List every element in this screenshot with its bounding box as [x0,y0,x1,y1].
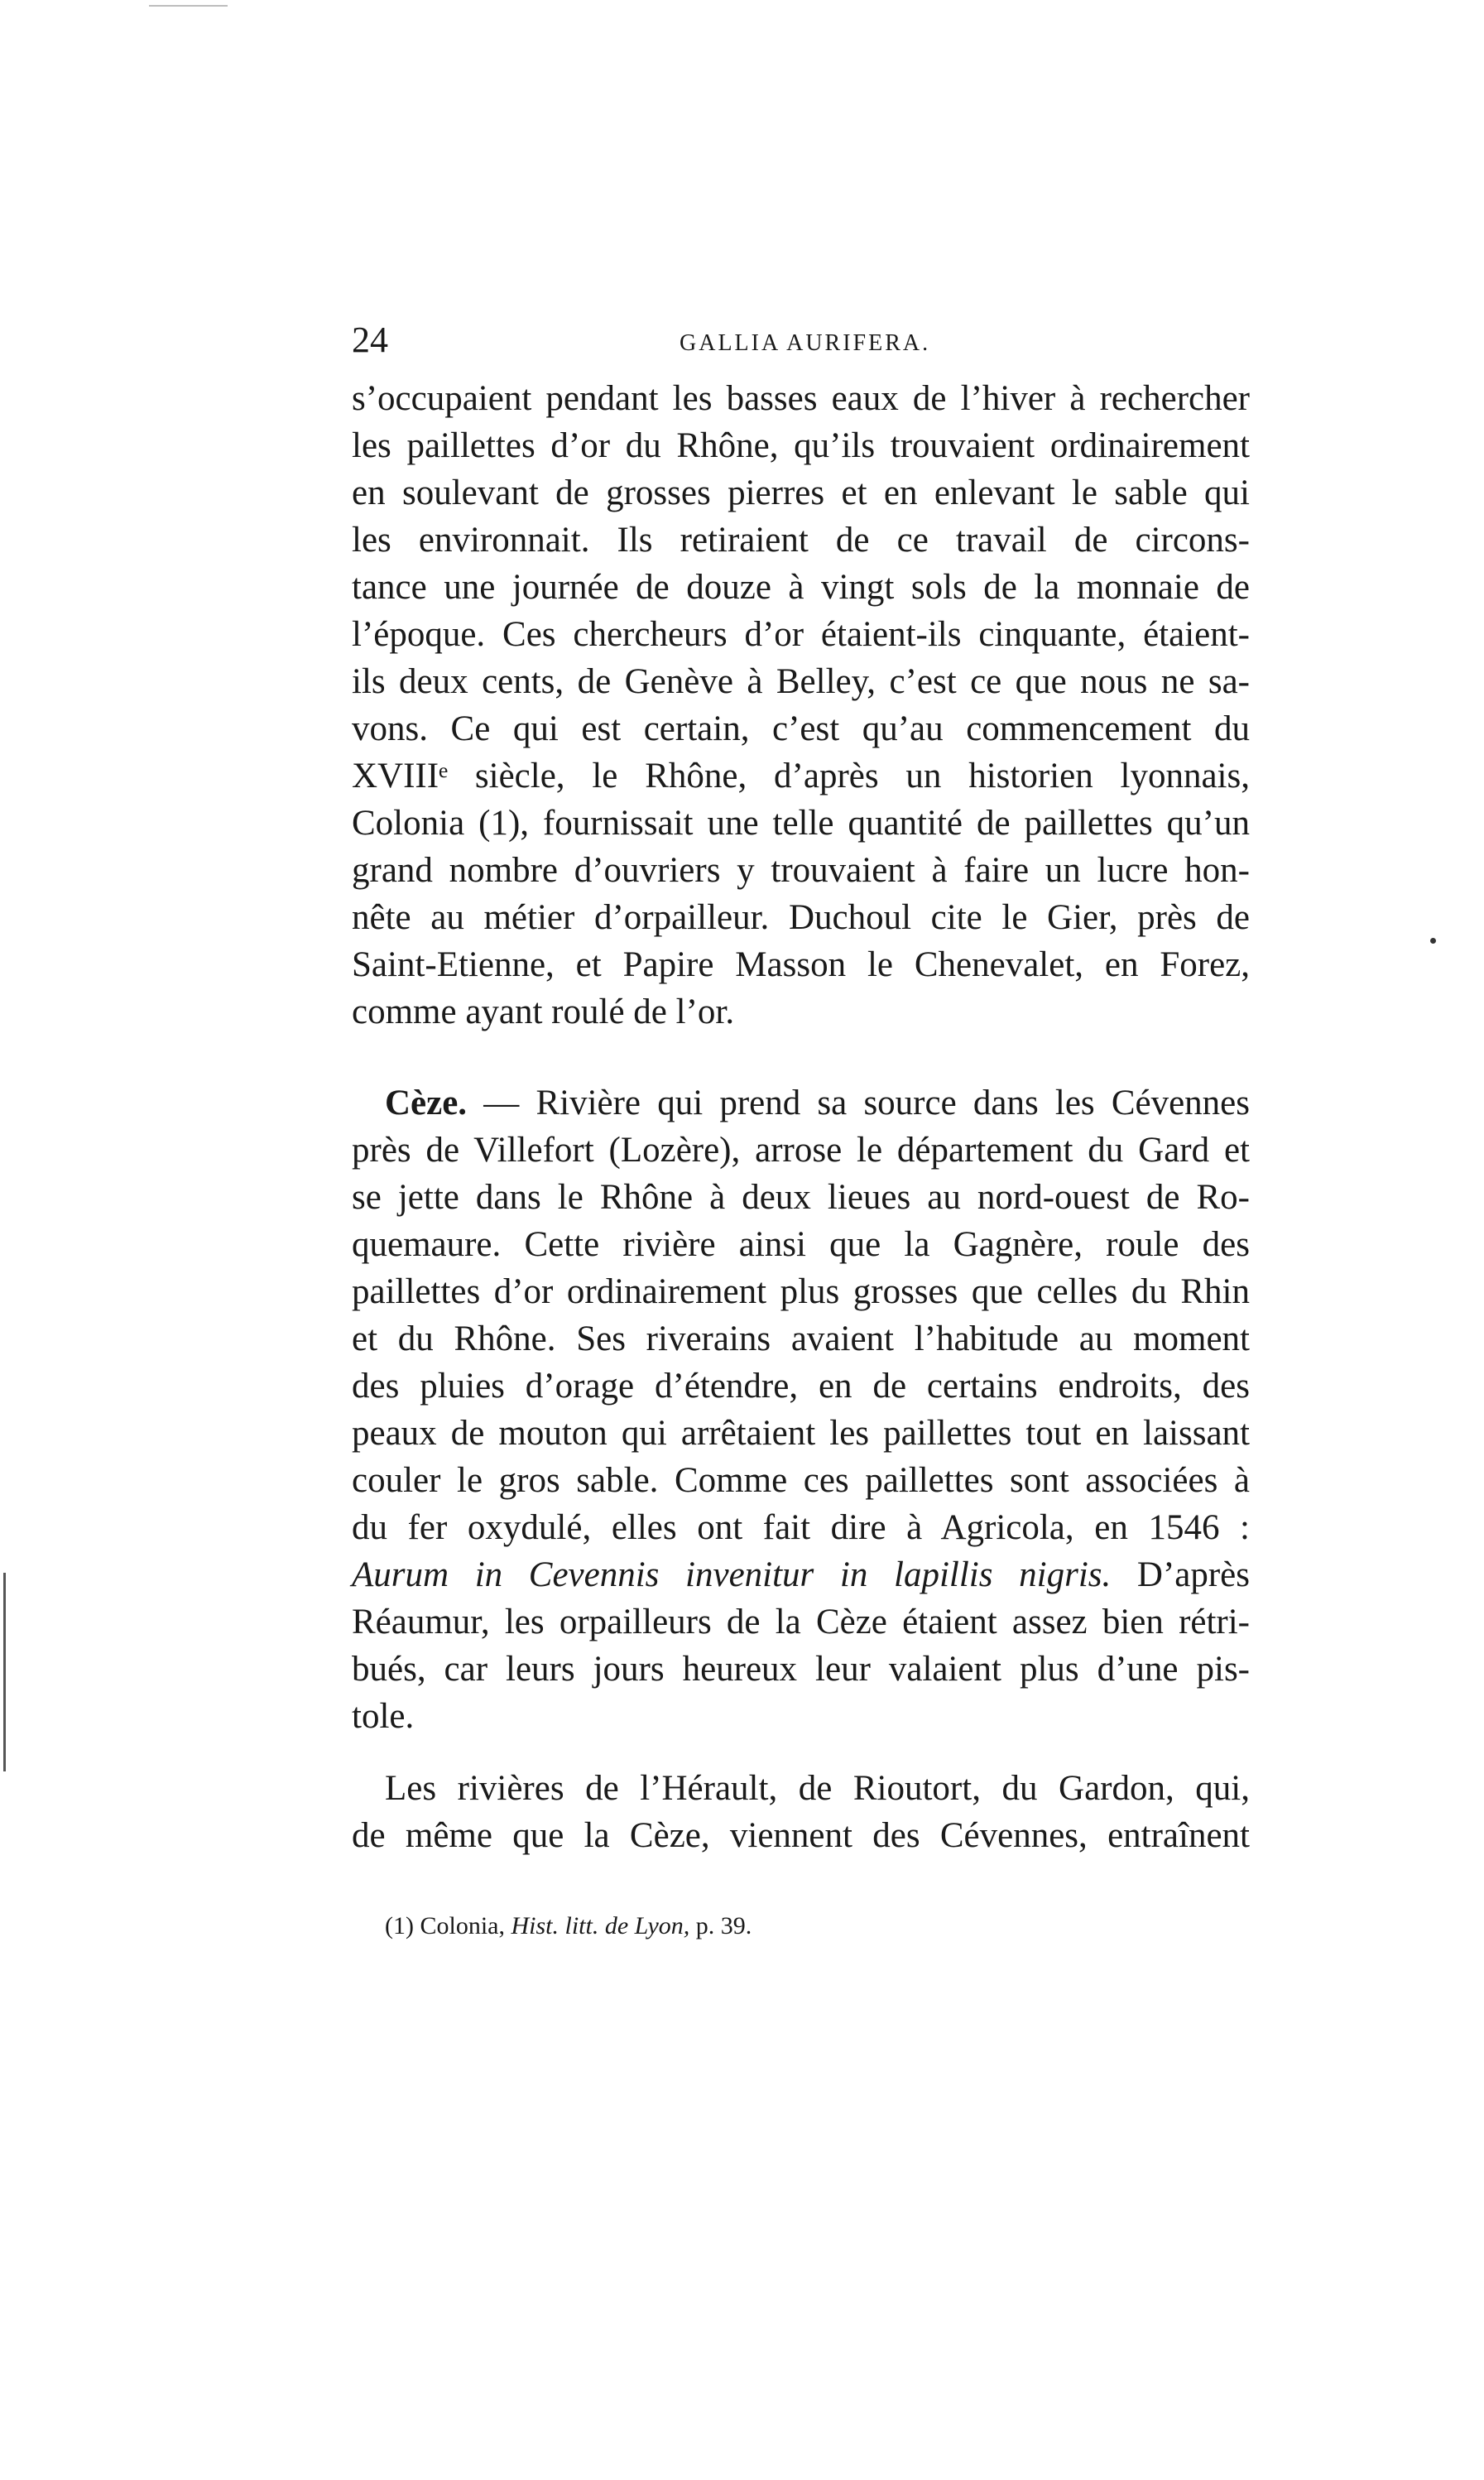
paragraph-rhone [352,375,1250,1036]
text-fragment: — Rivière qui prend sa source dans les Cévennes [467,1084,1250,1122]
text-line: et du Rhône. Ses riverains avaient l’habitude au moment [352,1319,1250,1358]
margin-speck [1430,938,1436,944]
scan-edge-bar [3,1573,6,1771]
text-line: couler le gros sable. Comme ces paillettes sont associées à [352,1461,1250,1500]
text-line: des pluies d’orage d’étendre, en de certains endroits, des [352,1367,1250,1406]
footnote-marker: (1) Colonia, [385,1912,505,1939]
text-line: Colonia (1), fournissait une telle quantité de paillettes qu’un [352,804,1250,843]
text-line: les paillettes d’or du Rhône, qu’ils trouvaient ordinairement [352,426,1250,465]
footnote [385,1912,752,1940]
text-fragment: D’après [1111,1555,1250,1594]
paragraph-ceze [352,1079,1250,1740]
text-line: comme ayant roulé de l’or. [352,992,735,1031]
text-line: les environnait. Ils retiraient de ce travail de circons- [352,521,1250,560]
text-line: grand nombre d’ouvriers y trouvaient à faire un lucre hon- [352,851,1250,890]
text-line: Saint-Etienne, et Papire Masson le Chenevalet, en Forez, [352,945,1250,984]
text-line: tole. [352,1697,415,1736]
text-line: l’époque. Ces chercheurs d’or étaient-ils cinquante, étaient- [352,615,1250,654]
text-line: ils deux cents, de Genève à Belley, c’est ce que nous ne sa- [352,662,1250,701]
text-line: paillettes d’or ordinairement plus grosses que celles du Rhin [352,1272,1250,1311]
text-line: vons. Ce qui est certain, c’est qu’au commencement du [352,709,1250,748]
text-line: Réaumur, les orpailleurs de la Cèze étaient assez bien rétri- [352,1603,1250,1641]
paragraph-herault [352,1765,1250,1859]
text-line: en soulevant de grosses pierres et en enlevant le sable qui [352,473,1250,512]
text-line-latin [352,1551,1250,1598]
latin-quote: Aurum in Cevennis invenitur in lapillis nigris. [352,1555,1112,1594]
footnote-page: p. 39. [689,1912,752,1939]
page-number: 24 [352,320,388,360]
entry-heading: Cèze. [385,1084,468,1122]
text-line: quemaure. Cette rivière ainsi que la Gagnère, roule des [352,1225,1250,1264]
running-title: GALLIA AURIFERA. [680,330,931,356]
footnote-title: Hist. litt. de Lyon, [511,1912,690,1939]
scan-edge-rule [149,5,228,7]
text-line: XVIIIᵉ siècle, le Rhône, d’après un historien lyonnais, [352,757,1250,795]
text-line: tance une journée de douze à vingt sols de la monnaie de [352,568,1250,607]
text-line: s’occupaient pendant les basses eaux de l’hiver à rechercher [352,379,1250,418]
text-line-lead [352,1079,1250,1127]
text-line: du fer oxydulé, elles ont fait dire à Agricola, en 1546 : [352,1508,1250,1547]
text-line: près de Villefort (Lozère), arrose le département du Gard et [352,1131,1250,1170]
text-line: se jette dans le Rhône à deux lieues au nord-ouest de Ro- [352,1178,1250,1217]
text-line: de même que la Cèze, viennent des Cévennes, entraînent [352,1816,1250,1855]
text-line: bués, car leurs jours heureux leur valaient plus d’une pis- [352,1650,1250,1689]
text-line: peaux de mouton qui arrêtaient les paillettes tout en laissant [352,1414,1250,1453]
page-header [352,319,1250,368]
text-line: nête au métier d’orpailleur. Duchoul cite le Gier, près de [352,898,1250,937]
text-line: Les rivières de l’Hérault, de Rioutort, du Gardon, qui, [385,1769,1250,1808]
